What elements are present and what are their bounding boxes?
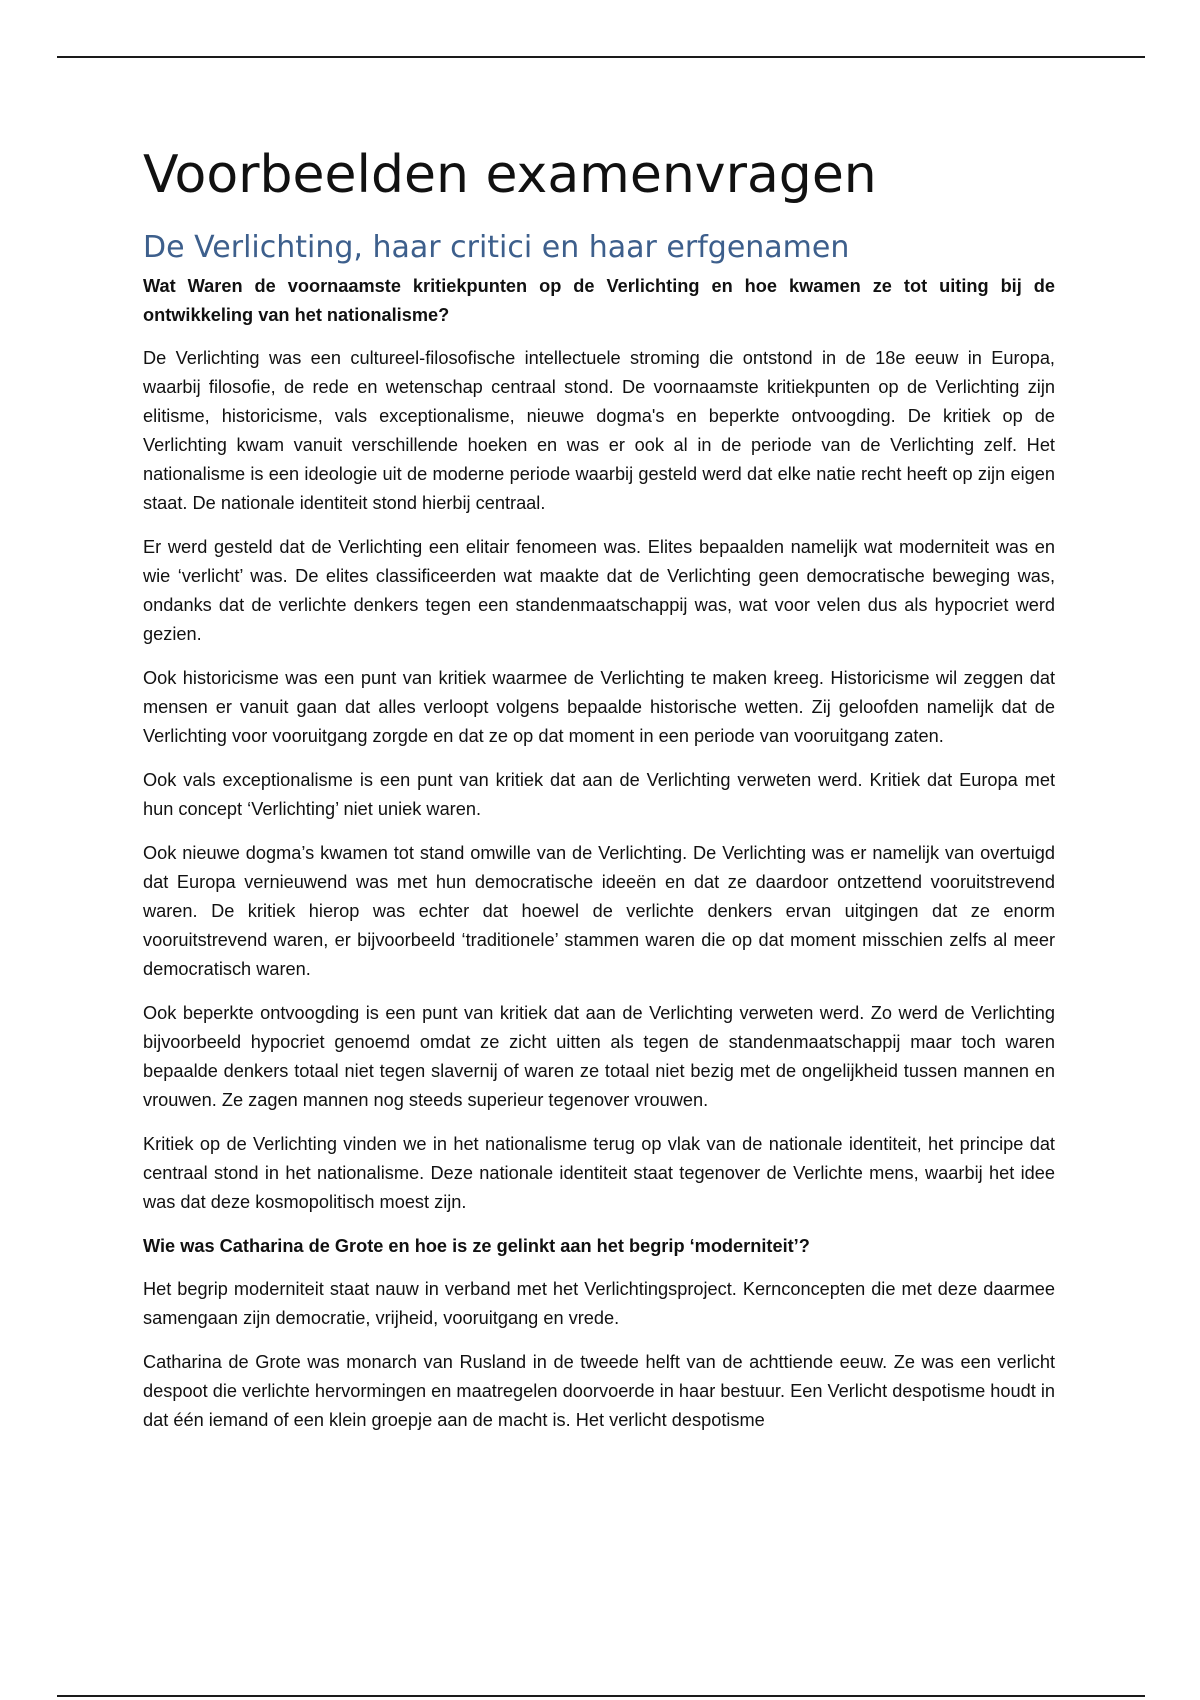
answer-paragraph: Ook historicisme was een punt van kritiek waarmee de Verlichting te maken kreeg. Historicisme wil zeggen dat mensen er vanuit gaan dat alles verloopt volgens bepaalde historische wetten. Zij geloofden namelijk dat de Verlichting voor vooruitgang zorgde en dat ze op dat moment in een periode van vooruitgang zaten. <box>143 668 1055 746</box>
header-rule <box>57 56 1145 58</box>
answer-paragraph: Ook beperkte ontvoogding is een punt van kritiek dat aan de Verlichting verweten werd. Zo werd de Verlichting bijvoorbeeld hypocriet genoemd omdat ze zicht uitten als tegen de standenmaatschappij maar toch waren bepaalde denkers totaal niet tegen slavernij of waren ze totaal niet bezig met de ongelijkheid tussen mannen en vrouwen. Ze zagen mannen nog steeds superieur tegenover vrouwen. <box>143 1003 1055 1110</box>
document-title: Voorbeelden examenvragen <box>143 145 877 205</box>
answer-paragraph: Ook vals exceptionalisme is een punt van kritiek dat aan de Verlichting verweten werd. Kritiek dat Europa met hun concept ‘Verlichting’ niet uniek waren. <box>143 770 1055 819</box>
answer-paragraph: Ook nieuwe dogma’s kwamen tot stand omwille van de Verlichting. De Verlichting was er namelijk van overtuigd dat Europa vernieuwend was met hun democratische ideeën en dat ze daardoor ontzettend vooruitstrevend waren. De kritiek hierop was echter dat hoewel de verlichte denkers ervan uitgingen dat ze enorm vooruitstrevend waren, er bijvoorbeeld ‘traditionele’ stammen waren die op dat moment misschien zelfs al meer democratisch waren. <box>143 843 1055 979</box>
exam-question-1: Wat Waren de voornaamste kritiekpunten op de Verlichting en hoe kwamen ze tot uiting bij de ontwikkeling van het nationalisme? <box>143 276 1055 325</box>
answer-paragraph: Het begrip moderniteit staat nauw in verband met het Verlichtingsproject. Kernconcepten die met deze daarmee samengaan zijn democratie, vrijheid, vooruitgang en vrede. <box>143 1279 1055 1328</box>
answer-paragraph: De Verlichting was een cultureel-filosofische intellectuele stroming die ontstond in de 18e eeuw in Europa, waarbij filosofie, de rede en wetenschap centraal stond. De voornaamste kritiekpunten op de Verlichting zijn elitisme, historicisme, vals exceptionalisme, nieuwe dogma's en beperkte ontvoogding. De kritiek op de Verlichting kwam vanuit verschillende hoeken en was er ook al in de periode van de Verlichting zelf. Het nationalisme is een ideologie uit de moderne periode waarbij gesteld werd dat elke natie recht heeft op zijn eigen staat. De nationale identiteit stond hierbij centraal. <box>143 348 1055 513</box>
exam-question-2: Wie was Catharina de Grote en hoe is ze gelinkt aan het begrip ‘moderniteit’? <box>143 1236 810 1256</box>
section-heading: De Verlichting, haar critici en haar erfgenamen <box>143 230 850 265</box>
document-body <box>143 140 1055 1450</box>
answer-paragraph: Kritiek op de Verlichting vinden we in het nationalisme terug op vlak van de nationale identiteit, het principe dat centraal stond in het nationalisme. Deze nationale identiteit staat tegenover de Verlichte mens, waarbij het idee was dat deze kosmopolitisch moest zijn. <box>143 1134 1055 1212</box>
answer-paragraph: Catharina de Grote was monarch van Rusland in de tweede helft van de achttiende eeuw. Ze was een verlicht despoot die verlichte hervormingen en maatregelen doorvoerde in haar bestuur. Een Verlicht despotisme houdt in dat één iemand of een klein groepje aan de macht is. Het verlicht despotisme <box>143 1352 1055 1430</box>
footer-rule <box>57 1695 1145 1697</box>
answer-paragraph: Er werd gesteld dat de Verlichting een elitair fenomeen was. Elites bepaalden namelijk wat moderniteit was en wie ‘verlicht’ was. De elites classificeerden wat maakte dat de Verlichting geen democratische beweging was, ondanks dat de verlichte denkers tegen een standenmaatschappij was, wat voor velen dus als hypocriet werd gezien. <box>143 537 1055 644</box>
